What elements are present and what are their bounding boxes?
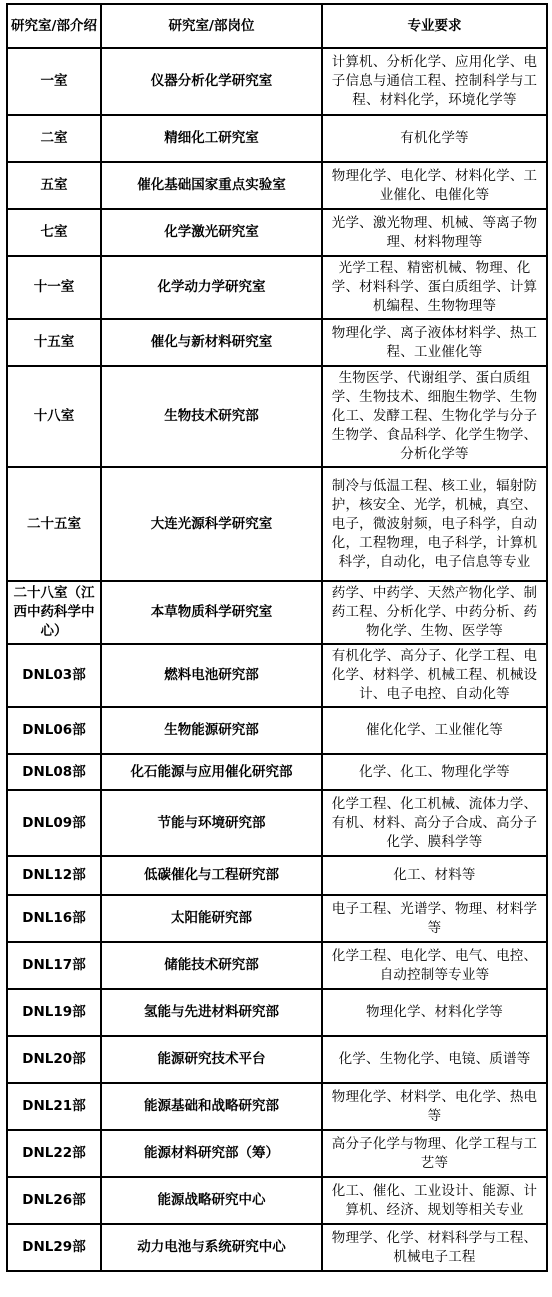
table-row	[7, 942, 547, 989]
dept-cell: 低碳催化与工程研究部	[101, 856, 322, 895]
table-row	[7, 644, 547, 707]
table-row	[7, 754, 547, 790]
dept-cell: 生物技术研究部	[101, 366, 322, 467]
table-row	[7, 48, 547, 115]
requirements-cell: 化工、材料等	[322, 856, 547, 895]
unit-cell: 十八室	[7, 366, 101, 467]
table-row	[7, 209, 547, 256]
unit-cell: DNL06部	[7, 707, 101, 754]
unit-cell: DNL08部	[7, 754, 101, 790]
requirements-cell: 药学、中药学、天然产物化学、制药工程、分析化学、中药分析、药物化学、生物、医学等	[322, 581, 547, 644]
dept-cell: 氢能与先进材料研究部	[101, 989, 322, 1036]
requirements-cell: 物理学、化学、材料科学与工程、机械电子工程	[322, 1224, 547, 1271]
dept-cell: 化石能源与应用催化研究部	[101, 754, 322, 790]
dept-cell: 太阳能研究部	[101, 895, 322, 942]
unit-cell: DNL03部	[7, 644, 101, 707]
requirements-cell: 化工、催化、工业设计、能源、计算机、经济、规划等相关专业	[322, 1177, 547, 1224]
header-dept: 研究室/部岗位	[101, 4, 322, 48]
table-row	[7, 319, 547, 366]
unit-cell: DNL19部	[7, 989, 101, 1036]
dept-cell: 仪器分析化学研究室	[101, 48, 322, 115]
table-row	[7, 989, 547, 1036]
requirements-cell: 物理化学、材料学、电化学、热电等	[322, 1083, 547, 1130]
table-row	[7, 366, 547, 467]
unit-cell: 十一室	[7, 256, 101, 319]
unit-cell: 一室	[7, 48, 101, 115]
table-row	[7, 162, 547, 209]
header-unit: 研究室/部介绍	[7, 4, 101, 48]
unit-cell: 十五室	[7, 319, 101, 366]
unit-cell: DNL26部	[7, 1177, 101, 1224]
table-container	[6, 3, 548, 1272]
unit-cell: 二室	[7, 115, 101, 162]
dept-cell: 能源基础和战略研究部	[101, 1083, 322, 1130]
requirements-cell: 制冷与低温工程、核工业，辐射防护，核安全、光学，机械，真空、电子，微波射频，电子科学，自动化，工程物理，电子科学，计算机科学，自动化，电子信息等专业	[322, 467, 547, 581]
requirements-cell: 化学工程、化工机械、流体力学、有机、材料、高分子合成、高分子化学、膜科学等	[322, 790, 547, 856]
unit-cell: 五室	[7, 162, 101, 209]
requirements-cell: 电子工程、光谱学、物理、材料学等	[322, 895, 547, 942]
header-requirements: 专业要求	[322, 4, 547, 48]
dept-cell: 能源材料研究部（筹）	[101, 1130, 322, 1177]
table-body	[7, 48, 547, 1271]
table-row	[7, 581, 547, 644]
table-row	[7, 856, 547, 895]
requirements-cell: 化学工程、电化学、电气、电控、自动控制等专业等	[322, 942, 547, 989]
table-row	[7, 1224, 547, 1271]
dept-cell: 燃料电池研究部	[101, 644, 322, 707]
requirements-cell: 化学、生物化学、电镜、质谱等	[322, 1036, 547, 1083]
dept-cell: 大连光源科学研究室	[101, 467, 322, 581]
requirements-cell: 光学工程、精密机械、物理、化学、材料科学、蛋白质组学、计算机编程、生物物理等	[322, 256, 547, 319]
dept-cell: 化学激光研究室	[101, 209, 322, 256]
requirements-cell: 生物医学、代谢组学、蛋白质组学、生物技术、细胞生物学、生物化工、发酵工程、生物化学与分子生物学、食品科学、化学生物学、分析化学等	[322, 366, 547, 467]
unit-cell: 二十八室（江西中药科学中心）	[7, 581, 101, 644]
dept-cell: 节能与环境研究部	[101, 790, 322, 856]
unit-cell: DNL20部	[7, 1036, 101, 1083]
dept-cell: 生物能源研究部	[101, 707, 322, 754]
header-row	[7, 4, 547, 48]
table-row	[7, 1083, 547, 1130]
table-row	[7, 1177, 547, 1224]
table-row	[7, 707, 547, 754]
requirements-cell: 物理化学、离子液体材料学、热工程、工业催化等	[322, 319, 547, 366]
requirements-cell: 有机化学、高分子、化学工程、电化学、材料学、机械工程、机械设计、电子电控、自动化等	[322, 644, 547, 707]
dept-cell: 催化与新材料研究室	[101, 319, 322, 366]
unit-cell: DNL21部	[7, 1083, 101, 1130]
requirements-cell: 物理化学、电化学、材料化学、工业催化、电催化等	[322, 162, 547, 209]
table-row	[7, 256, 547, 319]
requirements-cell: 有机化学等	[322, 115, 547, 162]
dept-cell: 精细化工研究室	[101, 115, 322, 162]
dept-cell: 催化基础国家重点实验室	[101, 162, 322, 209]
table-row	[7, 790, 547, 856]
table-row	[7, 115, 547, 162]
unit-cell: 七室	[7, 209, 101, 256]
table-row	[7, 1130, 547, 1177]
requirements-cell: 高分子化学与物理、化学工程与工艺等	[322, 1130, 547, 1177]
requirements-cell: 计算机、分析化学、应用化学、电子信息与通信工程、控制科学与工程、材料化学，环境化学等	[322, 48, 547, 115]
unit-cell: DNL16部	[7, 895, 101, 942]
dept-cell: 动力电池与系统研究中心	[101, 1224, 322, 1271]
table-row	[7, 895, 547, 942]
unit-cell: DNL29部	[7, 1224, 101, 1271]
unit-cell: DNL12部	[7, 856, 101, 895]
table-row	[7, 1036, 547, 1083]
unit-cell: DNL17部	[7, 942, 101, 989]
dept-cell: 化学动力学研究室	[101, 256, 322, 319]
requirements-cell: 催化化学、工业催化等	[322, 707, 547, 754]
unit-cell: DNL22部	[7, 1130, 101, 1177]
dept-cell: 能源战略研究中心	[101, 1177, 322, 1224]
recruitment-table	[6, 3, 548, 1272]
dept-cell: 储能技术研究部	[101, 942, 322, 989]
unit-cell: 二十五室	[7, 467, 101, 581]
dept-cell: 能源研究技术平台	[101, 1036, 322, 1083]
requirements-cell: 物理化学、材料化学等	[322, 989, 547, 1036]
table-row	[7, 467, 547, 581]
dept-cell: 本草物质科学研究室	[101, 581, 322, 644]
requirements-cell: 光学、激光物理、机械、等离子物理、材料物理等	[322, 209, 547, 256]
unit-cell: DNL09部	[7, 790, 101, 856]
requirements-cell: 化学、化工、物理化学等	[322, 754, 547, 790]
